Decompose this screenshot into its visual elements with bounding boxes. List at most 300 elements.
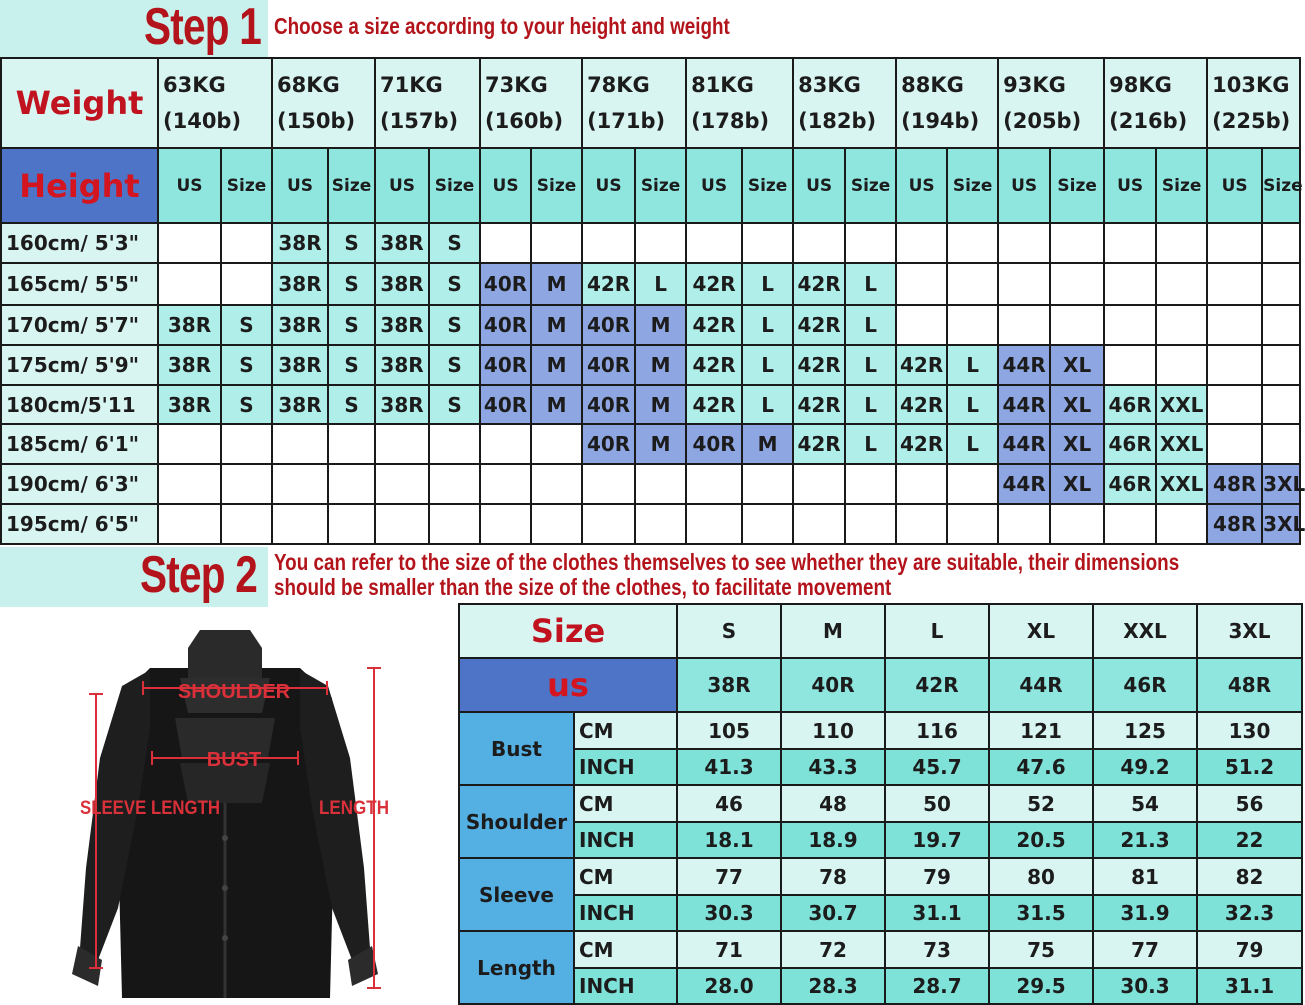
cell-us: 40R <box>480 263 531 305</box>
size-value: S <box>677 604 781 658</box>
cell-us: 38R <box>375 385 429 424</box>
cell-size: S <box>221 385 272 424</box>
cell-us <box>375 504 429 544</box>
label-shoulder: SHOULDER <box>177 681 291 703</box>
cell-us <box>1104 223 1156 263</box>
cell-size: S <box>328 345 375 385</box>
weight-kg: 71KG <box>380 73 443 97</box>
cell-size <box>221 223 272 263</box>
us-row <box>459 658 1302 712</box>
measure-row-cm <box>459 858 1302 895</box>
cell-size: M <box>531 305 582 345</box>
cell-size <box>328 424 375 464</box>
weight-header <box>998 58 1104 148</box>
cell-us <box>158 223 221 263</box>
cell-size <box>845 504 896 544</box>
cell-size: L <box>635 263 686 305</box>
value-cm: 77 <box>677 858 781 895</box>
size-label: Size <box>459 604 677 658</box>
cell-us: 42R <box>582 263 635 305</box>
measure-name: Shoulder <box>459 785 574 858</box>
value-inch: 18.9 <box>781 822 885 858</box>
cell-size <box>947 223 998 263</box>
cell-us: 38R <box>375 263 429 305</box>
value-cm: 46 <box>677 785 781 822</box>
cell-us <box>896 464 947 504</box>
cell-us <box>896 305 947 345</box>
cell-size <box>1156 305 1207 345</box>
cell-size <box>1156 345 1207 385</box>
value-inch: 31.1 <box>885 895 989 931</box>
cell-us <box>686 223 742 263</box>
value-inch: 51.2 <box>1197 749 1302 785</box>
cell-us: 38R <box>375 305 429 345</box>
measure-row-inch <box>459 968 1302 1004</box>
value-inch: 32.3 <box>1197 895 1302 931</box>
weight-kg: 103KG <box>1212 73 1290 97</box>
cell-us: 44R <box>998 424 1050 464</box>
cell-us: 42R <box>793 385 845 424</box>
subheader-us: US <box>1207 148 1262 223</box>
subheader-size: Size <box>742 148 793 223</box>
cell-us: 48R <box>1207 464 1262 504</box>
value-inch: 28.3 <box>781 968 885 1004</box>
weight-header <box>1207 58 1300 148</box>
value-cm: 79 <box>1197 931 1302 968</box>
us-value: 48R <box>1197 658 1302 712</box>
value-inch: 30.3 <box>1093 968 1197 1004</box>
cell-us <box>686 504 742 544</box>
weight-kg: 68KG <box>277 73 340 97</box>
value-inch: 29.5 <box>989 968 1093 1004</box>
cell-us <box>480 464 531 504</box>
cell-size: XXL <box>1156 464 1207 504</box>
subheader-us: US <box>375 148 429 223</box>
cell-size: XL <box>1050 345 1104 385</box>
cell-size <box>1262 305 1300 345</box>
cell-size <box>531 464 582 504</box>
value-inch: 22 <box>1197 822 1302 858</box>
cell-us: 38R <box>375 345 429 385</box>
cell-us <box>158 263 221 305</box>
cell-us <box>998 305 1050 345</box>
cell-size <box>947 263 998 305</box>
cell-us: 38R <box>272 305 328 345</box>
value-cm: 73 <box>885 931 989 968</box>
cell-us <box>375 424 429 464</box>
cell-us <box>1104 504 1156 544</box>
subheader-us: US <box>686 148 742 223</box>
cell-size <box>429 424 480 464</box>
height-value: 160cm/ 5'3" <box>1 223 158 263</box>
value-cm: 105 <box>677 712 781 749</box>
label-bust: BUST <box>206 749 262 771</box>
cell-us <box>480 504 531 544</box>
cell-us <box>582 223 635 263</box>
value-cm: 77 <box>1093 931 1197 968</box>
shirt-collar <box>188 630 262 678</box>
cell-size: M <box>635 385 686 424</box>
us-value: 46R <box>1093 658 1197 712</box>
cell-size <box>742 504 793 544</box>
weight-header <box>375 58 480 148</box>
weight-lb: (178b) <box>691 109 770 133</box>
cell-us <box>998 263 1050 305</box>
cell-us <box>896 504 947 544</box>
cell-size: S <box>429 223 480 263</box>
weight-lb: (194b) <box>901 109 980 133</box>
size-row <box>1 464 1300 504</box>
cell-size <box>221 464 272 504</box>
cell-us: 44R <box>998 464 1050 504</box>
height-label: Height <box>1 148 158 223</box>
measure-name: Length <box>459 931 574 1004</box>
weight-kg: 83KG <box>798 73 861 97</box>
value-inch: 47.6 <box>989 749 1093 785</box>
size-row <box>1 504 1300 544</box>
height-value: 180cm/5'11 <box>1 385 158 424</box>
cell-us: 46R <box>1104 464 1156 504</box>
value-cm: 75 <box>989 931 1093 968</box>
value-inch: 30.7 <box>781 895 885 931</box>
unit-cm: CM <box>574 931 677 968</box>
cell-us: 42R <box>686 345 742 385</box>
cell-size: L <box>845 385 896 424</box>
step1-text: Choose a size according to your height and weight <box>274 13 730 39</box>
subheader-us: US <box>480 148 531 223</box>
label-sleeve-length: SLEEVE LENGTH <box>80 798 220 819</box>
unit-cm: CM <box>574 712 677 749</box>
cell-size <box>1050 263 1104 305</box>
measure-row-cm <box>459 785 1302 822</box>
size-value: XL <box>989 604 1093 658</box>
cell-us <box>1104 305 1156 345</box>
cell-us <box>158 464 221 504</box>
cell-size <box>221 263 272 305</box>
weight-kg: 81KG <box>691 73 754 97</box>
value-cm: 79 <box>885 858 989 895</box>
cell-us <box>1207 385 1262 424</box>
cell-size <box>635 464 686 504</box>
cell-size <box>429 464 480 504</box>
subheader-us: US <box>998 148 1050 223</box>
unit-cm: CM <box>574 785 677 822</box>
value-cm: 121 <box>989 712 1093 749</box>
cell-size: S <box>328 305 375 345</box>
value-cm: 52 <box>989 785 1093 822</box>
size-row <box>1 263 1300 305</box>
cell-size <box>1262 424 1300 464</box>
value-cm: 78 <box>781 858 885 895</box>
cell-us: 44R <box>998 385 1050 424</box>
subheader-size: Size <box>429 148 480 223</box>
subheader-us: US <box>272 148 328 223</box>
weight-lb: (157b) <box>380 109 459 133</box>
cell-size <box>1050 504 1104 544</box>
cell-size <box>635 223 686 263</box>
cell-size: L <box>845 424 896 464</box>
cell-size: S <box>328 263 375 305</box>
value-inch: 28.7 <box>885 968 989 1004</box>
unit-inch: INCH <box>574 895 677 931</box>
us-label: us <box>459 658 677 712</box>
value-cm: 81 <box>1093 858 1197 895</box>
height-value: 190cm/ 6'3" <box>1 464 158 504</box>
cell-us: 42R <box>686 385 742 424</box>
size-value: L <box>885 604 989 658</box>
cell-us <box>272 504 328 544</box>
cell-size: L <box>742 345 793 385</box>
size-row <box>1 345 1300 385</box>
cell-size: M <box>635 305 686 345</box>
value-inch: 28.0 <box>677 968 781 1004</box>
height-row-header <box>1 148 1300 223</box>
cell-us <box>1207 223 1262 263</box>
cell-us: 40R <box>686 424 742 464</box>
cell-us: 42R <box>793 305 845 345</box>
value-inch: 41.3 <box>677 749 781 785</box>
height-value: 170cm/ 5'7" <box>1 305 158 345</box>
size-row <box>1 424 1300 464</box>
cell-size: M <box>531 385 582 424</box>
subheader-us: US <box>896 148 947 223</box>
cell-us <box>793 504 845 544</box>
size-value: XXL <box>1093 604 1197 658</box>
weight-kg: 63KG <box>163 73 226 97</box>
weight-kg: 88KG <box>901 73 964 97</box>
cell-us <box>582 464 635 504</box>
cell-us <box>158 504 221 544</box>
step2-label: Step 2 <box>140 546 258 604</box>
value-inch: 49.2 <box>1093 749 1197 785</box>
value-inch: 19.7 <box>885 822 989 858</box>
cell-us: 38R <box>158 385 221 424</box>
cell-us: 38R <box>272 385 328 424</box>
cell-us: 38R <box>158 345 221 385</box>
cell-size: S <box>221 305 272 345</box>
subheader-size: Size <box>1262 148 1300 223</box>
subheader-us: US <box>582 148 635 223</box>
cell-size <box>1262 345 1300 385</box>
cell-size: L <box>947 385 998 424</box>
us-value: 42R <box>885 658 989 712</box>
us-value: 44R <box>989 658 1093 712</box>
value-inch: 31.5 <box>989 895 1093 931</box>
cell-us: 38R <box>158 305 221 345</box>
weight-row <box>1 58 1300 148</box>
cell-size <box>1156 263 1207 305</box>
subheader-us: US <box>1104 148 1156 223</box>
subheader-us: US <box>793 148 845 223</box>
value-inch: 18.1 <box>677 822 781 858</box>
cell-size <box>1156 504 1207 544</box>
unit-inch: INCH <box>574 749 677 785</box>
measure-row-cm <box>459 931 1302 968</box>
subheader-size: Size <box>845 148 896 223</box>
cell-us: 48R <box>1207 504 1262 544</box>
cell-us <box>793 464 845 504</box>
cell-size <box>531 223 582 263</box>
cell-us: 42R <box>793 345 845 385</box>
shirt-measurement-illustration <box>0 608 455 1001</box>
cell-us <box>375 464 429 504</box>
measure-name: Sleeve <box>459 858 574 931</box>
height-value: 195cm/ 6'5" <box>1 504 158 544</box>
weight-label: Weight <box>1 58 158 148</box>
cell-size <box>742 464 793 504</box>
cell-us: 40R <box>582 385 635 424</box>
cell-size: S <box>429 263 480 305</box>
weight-lb: (216b) <box>1109 109 1188 133</box>
weight-header <box>582 58 686 148</box>
cell-us <box>686 464 742 504</box>
cell-size: L <box>947 345 998 385</box>
cell-us <box>896 223 947 263</box>
cell-size: M <box>635 345 686 385</box>
weight-lb: (171b) <box>587 109 666 133</box>
cell-size: XXL <box>1156 385 1207 424</box>
cell-us <box>480 424 531 464</box>
cell-us: 40R <box>480 345 531 385</box>
measure-name: Bust <box>459 712 574 785</box>
cell-size <box>947 464 998 504</box>
weight-lb: (140b) <box>163 109 242 133</box>
subheader-size: Size <box>221 148 272 223</box>
cell-size: L <box>845 345 896 385</box>
value-cm: 56 <box>1197 785 1302 822</box>
cell-us <box>272 424 328 464</box>
cell-us: 40R <box>582 424 635 464</box>
cell-size <box>742 223 793 263</box>
subheader-size: Size <box>635 148 686 223</box>
cell-us: 40R <box>480 305 531 345</box>
weight-lb: (160b) <box>485 109 564 133</box>
value-cm: 54 <box>1093 785 1197 822</box>
unit-inch: INCH <box>574 822 677 858</box>
cell-size <box>635 504 686 544</box>
cell-us <box>1207 345 1262 385</box>
cell-size <box>1156 223 1207 263</box>
cell-size <box>429 504 480 544</box>
cell-size <box>1262 263 1300 305</box>
cell-size: L <box>742 385 793 424</box>
cell-us: 46R <box>1104 424 1156 464</box>
value-cm: 48 <box>781 785 885 822</box>
cell-size: L <box>947 424 998 464</box>
cell-us: 42R <box>686 263 742 305</box>
cell-us <box>158 424 221 464</box>
cell-size: M <box>531 263 582 305</box>
cell-size: XL <box>1050 464 1104 504</box>
step2-text-line1: You can refer to the size of the clothes themselves to see whether they are suitable, their dimensions <box>274 549 1180 575</box>
cell-us: 40R <box>582 305 635 345</box>
weight-lb: (205b) <box>1003 109 1082 133</box>
value-inch: 43.3 <box>781 749 885 785</box>
value-cm: 72 <box>781 931 885 968</box>
cell-us <box>1207 263 1262 305</box>
height-value: 165cm/ 5'5" <box>1 263 158 305</box>
value-cm: 110 <box>781 712 885 749</box>
weight-header <box>686 58 793 148</box>
cell-us: 40R <box>480 385 531 424</box>
size-header-row <box>459 604 1302 658</box>
value-cm: 130 <box>1197 712 1302 749</box>
cell-us <box>896 263 947 305</box>
cell-size: L <box>742 305 793 345</box>
cell-us: 38R <box>272 345 328 385</box>
cell-size: M <box>742 424 793 464</box>
cell-us: 42R <box>793 424 845 464</box>
cell-us: 40R <box>582 345 635 385</box>
value-cm: 125 <box>1093 712 1197 749</box>
us-value: 40R <box>781 658 885 712</box>
weight-header <box>272 58 375 148</box>
cell-us <box>1207 424 1262 464</box>
subheader-size: Size <box>947 148 998 223</box>
cell-size <box>947 504 998 544</box>
cell-us: 42R <box>896 385 947 424</box>
cell-us: 38R <box>375 223 429 263</box>
measure-row-inch <box>459 822 1302 858</box>
cell-size: XXL <box>1156 424 1207 464</box>
weight-header <box>1104 58 1207 148</box>
value-inch: 21.3 <box>1093 822 1197 858</box>
cell-size: M <box>635 424 686 464</box>
label-length: LENGTH <box>319 798 389 819</box>
weight-header <box>896 58 998 148</box>
cell-us <box>1104 345 1156 385</box>
subheader-size: Size <box>328 148 375 223</box>
value-cm: 71 <box>677 931 781 968</box>
measure-row-cm <box>459 712 1302 749</box>
cell-us <box>793 223 845 263</box>
measure-row-inch <box>459 895 1302 931</box>
cell-size: L <box>845 263 896 305</box>
cell-size <box>1050 305 1104 345</box>
cell-us: 42R <box>896 345 947 385</box>
cell-size: S <box>328 223 375 263</box>
step1-label: Step 1 <box>144 0 262 56</box>
cell-size: S <box>429 345 480 385</box>
value-inch: 20.5 <box>989 822 1093 858</box>
size-row <box>1 305 1300 345</box>
cell-us <box>1207 305 1262 345</box>
cell-us: 38R <box>272 223 328 263</box>
weight-header <box>158 58 272 148</box>
cell-size <box>1050 223 1104 263</box>
subheader-size: Size <box>531 148 582 223</box>
cell-size <box>221 504 272 544</box>
cell-size <box>531 504 582 544</box>
value-cm: 82 <box>1197 858 1302 895</box>
cell-size: XL <box>1050 385 1104 424</box>
cell-size: 3XL <box>1262 504 1300 544</box>
cell-us: 42R <box>686 305 742 345</box>
weight-kg: 93KG <box>1003 73 1066 97</box>
weight-kg: 98KG <box>1109 73 1172 97</box>
cell-size <box>845 464 896 504</box>
value-inch: 45.7 <box>885 749 989 785</box>
height-weight-size-chart <box>0 57 1305 545</box>
cell-us: 46R <box>1104 385 1156 424</box>
cell-us: 38R <box>272 263 328 305</box>
cell-us <box>272 464 328 504</box>
garment-measurement-chart <box>458 603 1303 1005</box>
cell-size <box>1262 223 1300 263</box>
cell-size <box>328 504 375 544</box>
cell-us <box>480 223 531 263</box>
cell-size <box>845 223 896 263</box>
